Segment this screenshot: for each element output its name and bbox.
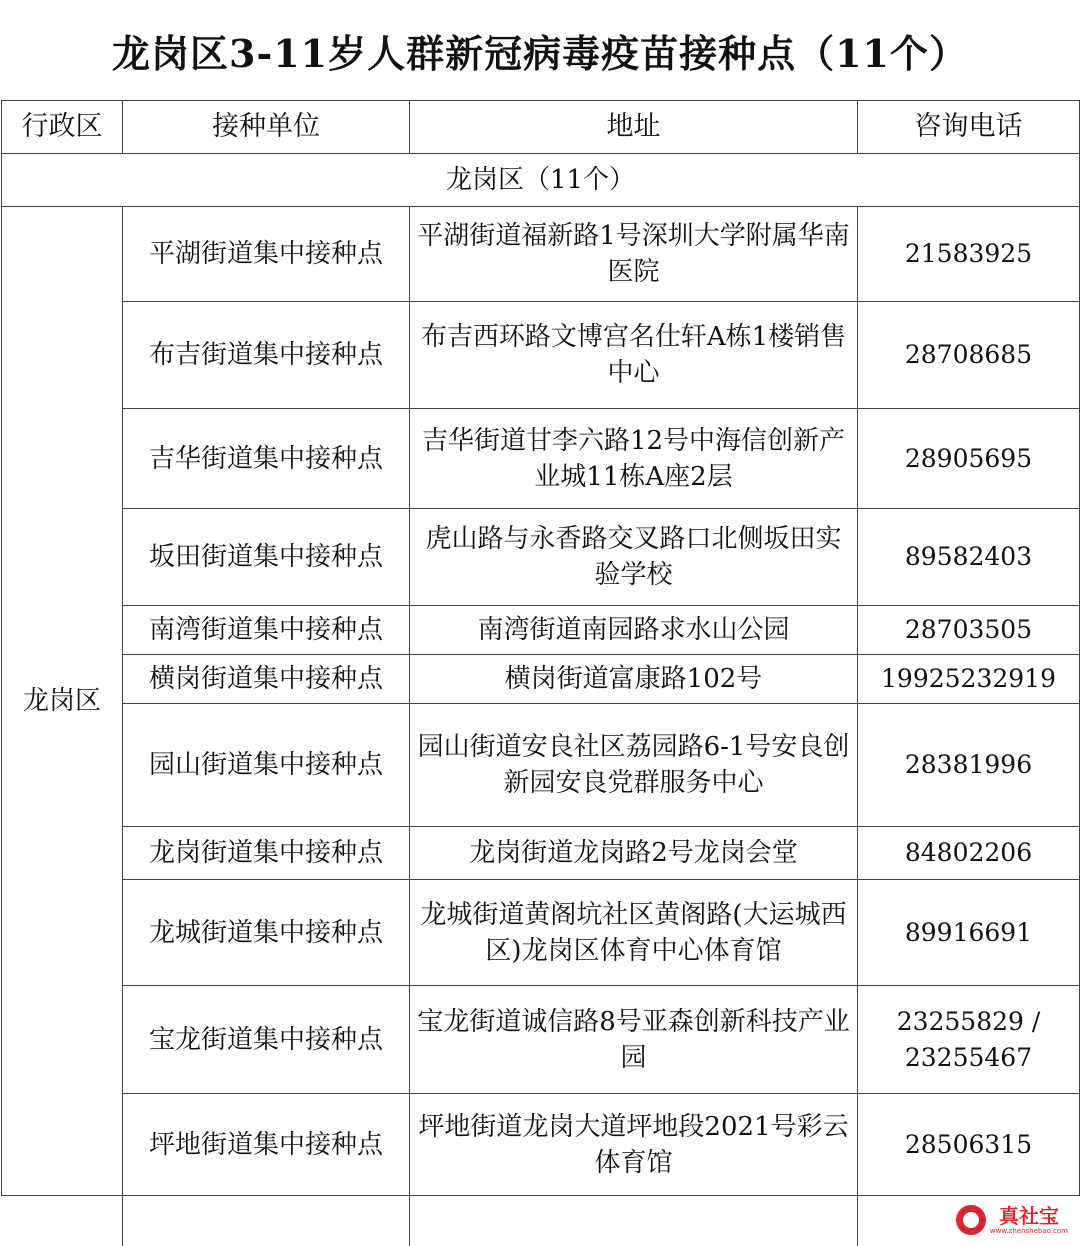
section-row — [2, 154, 1080, 207]
address-cell: 横岗街道富康路102号 — [410, 655, 858, 704]
table-tail — [2, 1196, 1080, 1246]
phone-cell: 84802206 — [858, 827, 1080, 880]
header-address: 地址 — [410, 101, 858, 154]
header-row — [2, 101, 1080, 154]
unit-cell: 横岗街道集中接种点 — [123, 655, 410, 704]
address-cell: 南湾街道南园路求水山公园 — [410, 606, 858, 655]
phone-cell: 28905695 — [858, 409, 1080, 509]
address-cell: 虎山路与永香路交叉路口北侧坂田实验学校 — [410, 509, 858, 606]
address-cell: 龙岗街道龙岗路2号龙岗会堂 — [410, 827, 858, 880]
phone-cell: 89916691 — [858, 880, 1080, 986]
address-cell: 布吉西环路文博宫名仕轩A栋1楼销售中心 — [410, 302, 858, 409]
phone-cell: 28703505 — [858, 606, 1080, 655]
phone-cell: 23255829 / 23255467 — [858, 986, 1080, 1094]
page-title: 龙岗区3-11岁人群新冠病毒疫苗接种点（11个） — [0, 0, 1080, 100]
header-unit: 接种单位 — [123, 101, 410, 154]
logo-icon — [956, 1205, 986, 1235]
phone-cell: 28381996 — [858, 704, 1080, 827]
header-phone: 咨询电话 — [858, 101, 1080, 154]
table-row — [2, 606, 1080, 655]
unit-cell: 布吉街道集中接种点 — [123, 302, 410, 409]
logo-url: www.zhenshebao.com — [990, 1227, 1068, 1235]
unit-cell: 坂田街道集中接种点 — [123, 509, 410, 606]
unit-cell: 龙岗街道集中接种点 — [123, 827, 410, 880]
table-row — [2, 880, 1080, 986]
phone-cell: 19925232919 — [858, 655, 1080, 704]
address-cell: 坪地街道龙岗大道坪地段2021号彩云体育馆 — [410, 1094, 858, 1196]
tail-cell — [123, 1196, 410, 1246]
watermark-logo — [956, 1205, 1068, 1235]
header-district: 行政区 — [2, 101, 123, 154]
table-row — [2, 302, 1080, 409]
unit-cell: 坪地街道集中接种点 — [123, 1094, 410, 1196]
vaccination-sites-table — [1, 100, 1080, 1246]
phone-cell: 28506315 — [858, 1094, 1080, 1196]
unit-cell: 龙城街道集中接种点 — [123, 880, 410, 986]
tail-cell — [2, 1196, 123, 1246]
district-cell: 龙岗区 — [2, 207, 123, 1196]
phone-cell: 28708685 — [858, 302, 1080, 409]
address-cell: 宝龙街道诚信路8号亚森创新科技产业园 — [410, 986, 858, 1094]
table-row — [2, 986, 1080, 1094]
unit-cell: 吉华街道集中接种点 — [123, 409, 410, 509]
table-row — [2, 655, 1080, 704]
address-cell: 龙城街道黄阁坑社区黄阁路(大运城西区)龙岗区体育中心体育馆 — [410, 880, 858, 986]
tail-cell — [410, 1196, 858, 1246]
phone-cell: 89582403 — [858, 509, 1080, 606]
table-row — [2, 827, 1080, 880]
table-row — [2, 509, 1080, 606]
table-row — [2, 1094, 1080, 1196]
logo-name: 真社宝 — [999, 1205, 1059, 1227]
unit-cell: 南湾街道集中接种点 — [123, 606, 410, 655]
logo-text-group — [990, 1205, 1068, 1235]
table-row — [2, 207, 1080, 302]
unit-cell: 园山街道集中接种点 — [123, 704, 410, 827]
table-row — [2, 704, 1080, 827]
section-label: 龙岗区（11个） — [2, 154, 1080, 207]
unit-cell: 宝龙街道集中接种点 — [123, 986, 410, 1094]
address-cell: 吉华街道甘李六路12号中海信创新产业城11栋A座2层 — [410, 409, 858, 509]
address-cell: 园山街道安良社区荔园路6-1号安良创新园安良党群服务中心 — [410, 704, 858, 827]
table-row — [2, 409, 1080, 509]
address-cell: 平湖街道福新路1号深圳大学附属华南医院 — [410, 207, 858, 302]
unit-cell: 平湖街道集中接种点 — [123, 207, 410, 302]
phone-cell: 21583925 — [858, 207, 1080, 302]
